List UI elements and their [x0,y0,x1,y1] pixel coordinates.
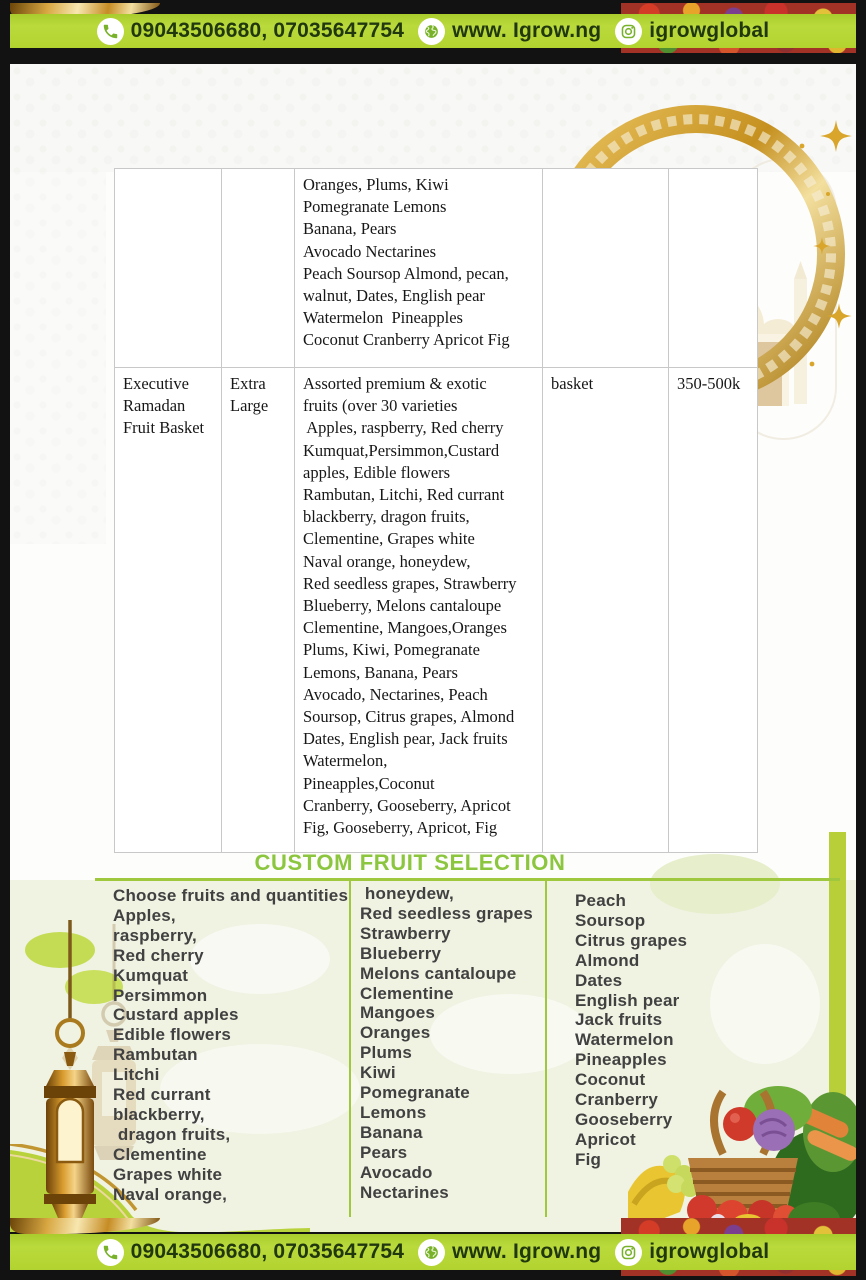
website-contact [418,1239,601,1266]
size-cell [222,169,295,368]
bottom-banner [10,1218,856,1276]
price-cell [669,169,758,368]
phone-numbers: 09043506680, 07035647754 [130,1240,405,1263]
flyer-page [10,64,856,1232]
website-text: www. Igrow.ng [452,1240,602,1263]
product-name-cell: Executive Ramadan Fruit Basket [115,368,222,853]
social-handle-text: igrowglobal [649,19,770,42]
globe-icon [418,18,445,45]
damask-pattern-left [10,164,106,544]
contact-bar [10,14,856,48]
fruit-column-2: honeydew, Red seedless grapes Strawberry Blueberry Melons cantaloupe Clementine Mangoes Oranges Plums Kiwi Pomegranate Lemons Banana Pears Avocado Nectarines [360,884,533,1202]
phone-icon [97,18,124,45]
unit-cell [543,169,669,368]
top-banner [10,3,856,53]
phone-contact [97,1239,404,1266]
table-row [115,169,758,368]
background-blob [710,944,820,1064]
section-divider [95,878,840,881]
phone-contact [97,18,404,45]
camera-icon [615,18,642,45]
social-handle-text: igrowglobal [649,1240,770,1263]
price-cell: 350-500k [669,368,758,853]
phone-icon [97,1239,124,1266]
gold-decoration [10,1218,160,1234]
contact-bar [10,1234,856,1270]
column-divider [349,881,351,1217]
gold-lantern [44,920,96,1228]
size-cell: Extra Large [222,368,295,853]
fruit-column-1: Choose fruits and quantities Apples, raspberry, Red cherry Kumquat Persimmon Custard apples Edible flowers Rambutan Litchi Red currant blackberry, dragon fruits, Clementine Grapes white Naval orange, [113,886,349,1204]
description-cell: Assorted premium & exotic fruits (over 30 varieties Apples, raspberry, Red cherry Kumquat,Persimmon,Custard apples, Edible flowers Rambutan, Litchi, Red currant blackberry, dragon fruits, Clementine, Grapes white Naval orange, honeydew, Red seedless grapes, Strawberry Blueberry, Melons cantaloupe Clementine, Mangoes,Oranges Plums, Kiwi, Pomegranate Lemons, Banana, Pears Avocado, Nectarines, Peach Soursop, Citrus grapes, Almond Dates, English pear, Jack fruits Watermelon, Pineapples,Coconut Cranberry, Gooseberry, Apricot Fig, Gooseberry, Apricot, Fig [295,368,543,853]
website-text: www. Igrow.ng [452,19,602,42]
price-table [114,168,758,853]
camera-icon [615,1239,642,1266]
product-name-cell [115,169,222,368]
description-cell: Oranges, Plums, Kiwi Pomegranate Lemons Banana, Pears Avocado Nectarines Peach Soursop Almond, pecan, walnut, Dates, English pear Watermelon Pineapples Coconut Cranberry Apricot Fig [295,169,543,368]
table-row [115,368,758,853]
social-contact [615,1239,769,1266]
social-contact [615,18,769,45]
fruit-column-3: Peach Soursop Citrus grapes Almond Dates English pear Jack fruits Watermelon Pineapples Coconut Cranberry Gooseberry Apricot Fig [575,891,688,1169]
custom-fruit-selection-title: CUSTOM FRUIT SELECTION [254,850,566,875]
globe-icon [418,1239,445,1266]
unit-cell: basket [543,368,669,853]
website-contact [418,18,601,45]
phone-numbers: 09043506680, 07035647754 [130,19,405,42]
column-divider [545,881,547,1217]
